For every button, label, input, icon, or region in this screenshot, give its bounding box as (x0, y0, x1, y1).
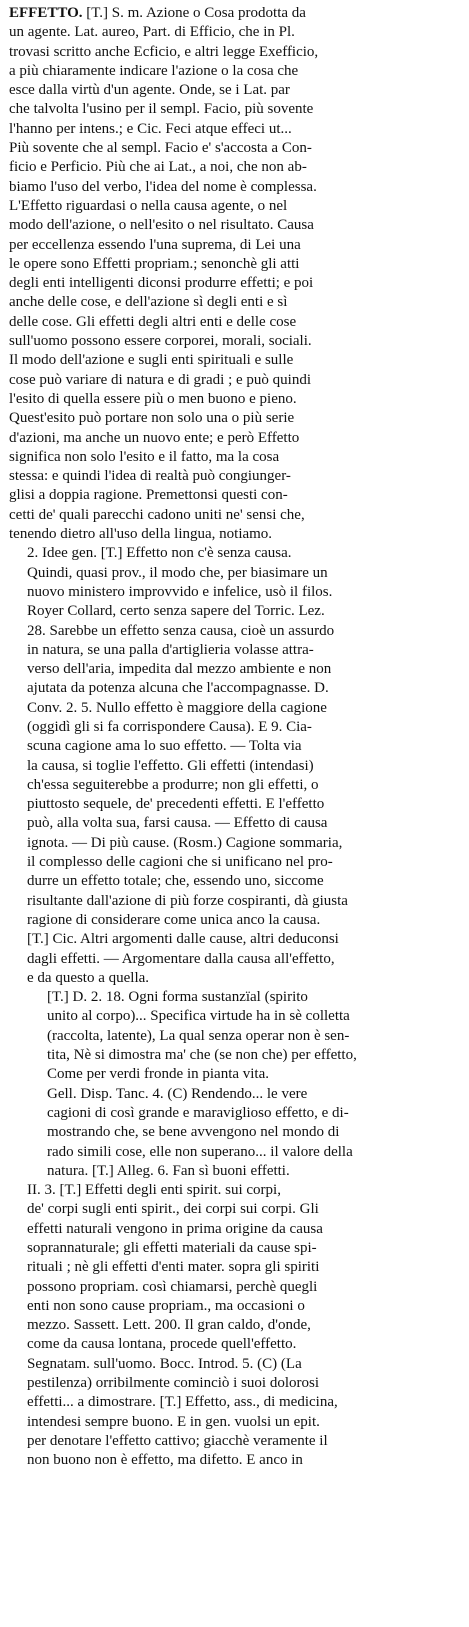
text-line: trovasi scritto anche Ecficio, e altri legge Exefficio, (9, 43, 319, 60)
text-line: 2. Idee gen. [T.] Effetto non c'è senza causa. (27, 545, 292, 562)
text-line: le opere sono Effetti propriam.; senonchè gli atti (9, 255, 300, 272)
text-line: [T.] D. 2. 18. Ogni forma sustanzïal (spirito (47, 989, 308, 1006)
text-line: mezzo. Sassett. Lett. 200. Il gran caldo, d'onde, (27, 1317, 311, 1334)
text-line: cose può variare di natura e di gradi ; e può quindi (9, 371, 311, 388)
dictionary-entry-effetto (9, 4, 460, 1471)
text-line: tenendo dietro all'uso della lingua, notiamo. (9, 526, 273, 543)
text-line: la causa, si toglie l'effetto. Gli effetti (intendasi) (27, 757, 314, 774)
text-line: possono propriam. così chiamarsi, perchè quegli (27, 1278, 318, 1295)
text-line: e da questo a quella. (27, 969, 150, 986)
text-line: d'azioni, ma anche un nuovo ente; e però Effetto (9, 429, 300, 446)
text-line: unito al corpo)... Specifica virtude ha in sè colletta (47, 1008, 350, 1025)
text-line: ficio e Perficio. Più che ai Lat., a noi, che non ab- (9, 159, 307, 176)
text-line: de' corpi sugli enti spirit., dei corpi sui corpi. Gli (27, 1201, 319, 1218)
text-line: intendesi sempre buono. E in gen. vuolsi un epit. (27, 1413, 320, 1430)
text-line: rituali ; nè gli effetti d'enti mater. sopra gli spiriti (27, 1259, 320, 1276)
headword: EFFETTO. (9, 5, 83, 21)
text-line: cagioni di così grande e maraviglioso effetto, e di- (47, 1104, 349, 1121)
text-line: anche delle cose, e dell'azione sì degli enti e sì (9, 294, 288, 311)
text-line: Segnatam. sull'uomo. Bocc. Introd. 5. (C) (La (27, 1355, 302, 1372)
text-line: Quindi, quasi prov., il modo che, per biasimare un (27, 564, 328, 581)
entry-paragraph (9, 1181, 460, 1355)
text-line: l'esito di quella essere più o men buono e pieno. (9, 390, 297, 407)
text-line: verso dell'aria, impedita dal mezzo ambiente e non (27, 661, 332, 678)
text-line: Quest'esito può portare non solo una o più serie (9, 410, 295, 427)
entry-paragraph (9, 1355, 460, 1471)
text-line: natura. [T.] Alleg. 6. Fan sì buoni effetti. (47, 1162, 290, 1179)
text-line: (oggidì gli si fa corrispondere Causa). E 9. Cia- (27, 718, 312, 735)
text-line: stessa: e quindi l'idea di realtà può congiunger- (9, 468, 291, 485)
text-line: piuttosto sequele, de' precedenti effetti. E l'effetto (27, 796, 325, 813)
entry-paragraph (9, 988, 460, 1084)
text-line: cetti de' quali parecchi cadono uniti ne' sensi che, (9, 506, 305, 523)
text-line: può, alla volta sua, farsi causa. — Effetto di causa (27, 815, 328, 832)
text-line: effetti naturali vengono in prima origine da causa (27, 1220, 323, 1237)
text-line: enti non sono cause propriam., ma occasioni o (27, 1297, 305, 1314)
text-line: nuovo ministero improvvido e infelice, usò il filos. (27, 583, 333, 600)
text-line: ch'essa seguiterebbe a produrre; non gli effetti, o (27, 776, 319, 793)
text-line: soprannaturale; gli effetti materiali da cause spi- (27, 1240, 317, 1256)
text-line: durre un effetto totale; che, essendo uno, siccome (27, 873, 324, 890)
text-line: degli enti intelligenti diconsi produrre effetti; e poi (9, 275, 314, 292)
text-line: mostrando che, se bene avvengono nel mondo di (47, 1124, 340, 1141)
text-line: [T.] Cic. Altri argomenti dalle cause, altri deduconsi (27, 931, 339, 948)
text-line: risultante dall'azione di più forze cospiranti, dà giusta (27, 892, 348, 909)
text-line: sull'uomo possono essere corporei, morali, sociali. (9, 333, 312, 350)
text-line: rado simili cose, elle non superano... il valore della (47, 1143, 353, 1160)
text-line: L'Effetto riguardasi o nella causa agente, o nel (9, 197, 288, 214)
text-line: che talvolta l'usino per il sempl. Facio, più sovente (9, 101, 314, 118)
text-line: un agente. Lat. aureo, Part. di Efficio, che in Pl. (9, 24, 295, 41)
text-line: II. 3. [T.] Effetti degli enti spirit. sui corpi, (27, 1182, 281, 1199)
entry-paragraph (9, 4, 460, 544)
text-line: pestilenza) orribilmente cominciò i suoi dolorosi (27, 1375, 320, 1392)
text-line: significa non solo l'esito e il fatto, ma la cosa (9, 448, 280, 465)
entry-paragraph (9, 1085, 460, 1181)
text-line: Più sovente che al sempl. Facio e' s'accosta a Con- (9, 140, 312, 157)
entry-paragraph (9, 544, 460, 988)
text-line: come da causa lontana, procede quell'effetto. (27, 1336, 297, 1353)
text-line: Conv. 2. 5. Nullo effetto è maggiore della cagione (27, 699, 327, 716)
text-line: tita, Nè si dimostra ma' che (se non che) per effetto, (47, 1047, 357, 1064)
text-line: 28. Sarebbe un effetto senza causa, cioè un assurdo (27, 622, 335, 639)
text-line: per denotare l'effetto cattivo; giacchè veramente il (27, 1432, 328, 1449)
text-line: EFFETTO. [T.] S. m. Azione o Cosa prodotta da (9, 5, 306, 21)
text-line: in natura, se una palla d'artiglieria volasse attra- (27, 641, 314, 658)
text-line: glisi a doppia ragione. Premettonsi questi con- (9, 487, 288, 504)
text-line: biamo l'uso del verbo, l'idea del nome è complessa. (9, 178, 317, 195)
text-line: il complesso delle cagioni che si unificano nel pro- (27, 854, 333, 871)
text-line: delle cose. Gli effetti degli altri enti e delle cose (9, 313, 297, 330)
text-line: Il modo dell'azione e sugli enti spirituali e sulle (9, 352, 294, 369)
text-line: Gell. Disp. Tanc. 4. (C) Rendendo... le vere (47, 1085, 308, 1102)
text-line: per eccellenza essendo l'una suprema, di Lei una (9, 236, 301, 253)
text-line: l'hanno per intens.; e Cic. Feci atque effeci ut... (9, 120, 292, 137)
text-line: ajutata da potenza alcuna che l'accompagnasse. D. (27, 680, 329, 697)
text-line: ignota. — Di più cause. (Rosm.) Cagione sommaria, (27, 834, 343, 851)
text-line: scuna cagione ama lo suo effetto. — Tolta via (27, 738, 302, 755)
text-line: Royer Collard, certo senza sapere del Torric. Lez. (27, 603, 325, 620)
text-line: Come per verdi fronde in pianta vita. (47, 1066, 270, 1083)
text-line: effetti... a dimostrare. [T.] Effetto, ass., di medicina, (27, 1394, 338, 1411)
text-line: esce dalla virtù d'un agente. Onde, se i Lat. par (9, 82, 290, 99)
text-line: non buono non è effetto, ma difetto. E anco in (27, 1452, 303, 1469)
text-line: dagli effetti. — Argomentare dalla causa all'effetto, (27, 950, 335, 967)
text-line: ragione di considerare come unica anco la causa. (27, 911, 321, 928)
text-line: (raccolta, latente), La qual senza operar non è sen- (47, 1027, 350, 1044)
text-line: modo dell'azione, o nell'esito o nel risultato. Causa (9, 217, 314, 234)
text-line: a più chiaramente indicare l'azione o la cosa che (9, 62, 299, 79)
